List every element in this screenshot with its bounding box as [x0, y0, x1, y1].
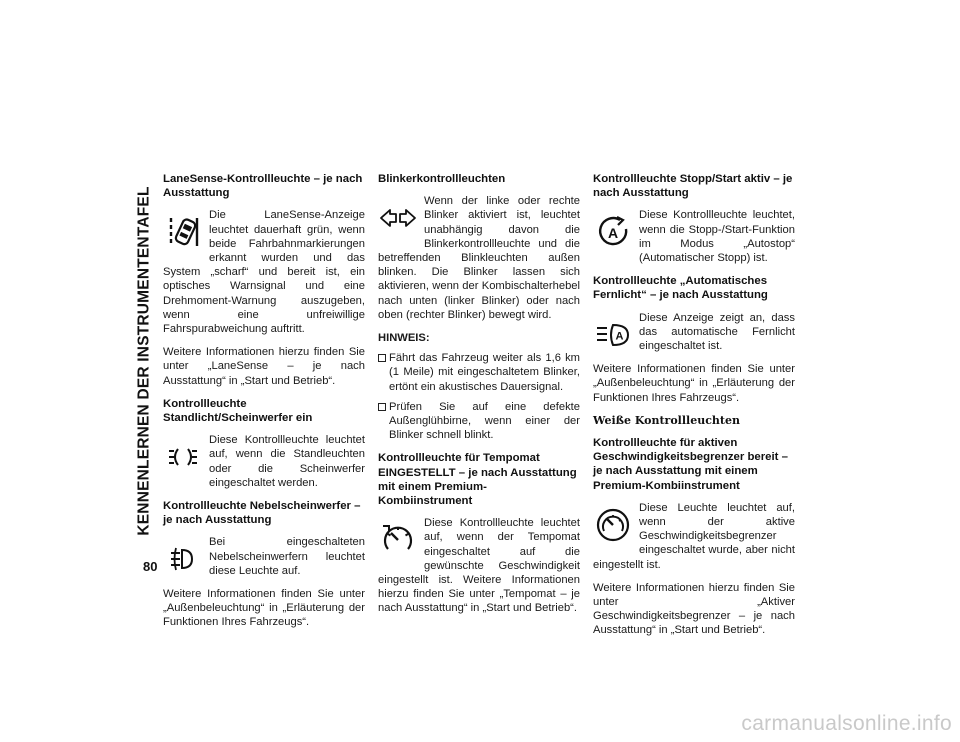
- nebel-text: Bei eingeschalteten Nebelscheinwerfern leuchtet diese Leuchte auf.: [209, 536, 365, 577]
- page-number: 80: [143, 559, 158, 574]
- weisse-kontrollleuchten-heading: Weiße Kontrollleuchten: [593, 413, 740, 427]
- fernlicht-text: Diese Anzeige zeigt an, dass das automatische Fernlicht eingeschaltet ist.: [639, 311, 795, 353]
- lanesense-heading: LaneSense-Kontrollleuchte – je nach Ausstattung: [163, 173, 363, 200]
- lanesense-section: [163, 208, 365, 336]
- nebel-heading: Kontrollleuchte Nebelscheinwerfer – je nach Ausstattung: [163, 500, 361, 527]
- stop-start-icon: [593, 214, 633, 250]
- parking-lights-icon: [163, 439, 203, 475]
- column-1: [163, 172, 365, 639]
- turn-signal-icon: [378, 200, 418, 236]
- hinweis-item-text: Fährt das Fahrzeug weiter als 1,6 km (1 Meile) mit eingeschaltetem Blinker, ertönt ein akustisches Dauersignal.: [389, 352, 580, 393]
- stopstart-text: Diese Kontrollleuchte leuchtet, wenn die Stopp-/Start-Funktion im Modus „Autostop“ (Automatischer Stopp) ist.: [639, 209, 795, 265]
- stopstart-section: [593, 208, 795, 265]
- lanesense-text: Die LaneSense-Anzeige leuchtet dauerhaft grün, wenn beide Fahrbahnmarkierungen erkannt wurden und das System „scharf“ und bereit ist, ein optisches Warnsignal und eine Drehmoment-Warnung auszugeben, wenn eine unfreiwillige Fahrspurabweichung auftritt.: [163, 209, 365, 336]
- fernlicht-heading: Kontrollleuchte „Automatisches Fernlicht“ – je nach Ausstattung: [593, 275, 768, 302]
- blinker-text: Wenn der linke oder rechte Blinker aktiviert ist, leuchtet unabhängig davon die Blinkerkontrollleuchte und die betreffenden Blinkleuchten außen blinken. Die Blinker lassen sich aktivieren, wenn der Kombischalterhebel nach unten (linker Blinker) oder nach oben (rechter Blinker) bewegt wird.: [378, 195, 580, 321]
- cruise-control-icon: [378, 522, 418, 558]
- blinker-heading: Blinkerkontrollleuchten: [378, 173, 506, 185]
- fernlicht-info: Weitere Informationen finden Sie unter „Außenbeleuchtung“ in „Erläuterung der Funktionen Ihres Fahrzeugs“.: [593, 363, 795, 404]
- svg-text:A: A: [607, 225, 619, 242]
- begrenzer-section: [593, 501, 795, 572]
- hinweis-item: [378, 400, 580, 443]
- tempomat-heading: Kontrollleuchte für Tempomat EINGESTELLT – je nach Ausstattung mit einem Premium-Kombiinstrument: [378, 452, 577, 508]
- fernlicht-section: [593, 311, 795, 354]
- standlicht-section: [163, 433, 365, 490]
- lanesense-info: Weitere Informationen hierzu finden Sie unter „LaneSense – je nach Ausstattung“ in „Start und Betrieb“.: [163, 346, 365, 387]
- footer-watermark: carmanualsonline.info: [741, 712, 952, 735]
- fog-light-icon: [163, 541, 203, 577]
- blinker-section: [378, 194, 580, 322]
- column-2: [378, 172, 580, 625]
- begrenzer-info: Weitere Informationen hierzu finden Sie unter „Aktiver Geschwindigkeitsbegrenzer – je nach Ausstattung“ in „Start und Betrieb“.: [593, 581, 795, 637]
- tempomat-text: Diese Kontrollleuchte leuchtet auf, wenn der Tempomat eingeschaltet auf die gewünschte Geschwindigkeit eingestellt ist. Weitere Informationen hierzu finden Sie unter „Tempomat – je nach Ausstattung“ in „Start und Betrieb“.: [378, 517, 580, 615]
- hinweis-label: HINWEIS:: [378, 332, 430, 345]
- stopstart-heading: Kontrollleuchte Stopp/Start aktiv – je nach Ausstattung: [593, 173, 793, 200]
- nebel-info: Weitere Informationen finden Sie unter „Außenbeleuchtung“ in „Erläuterung der Funktionen Ihres Fahrzeugs“.: [163, 588, 365, 629]
- column-3: [593, 172, 795, 647]
- svg-text:A: A: [615, 330, 624, 343]
- lanesense-icon: [163, 214, 203, 250]
- auto-high-beam-icon: [593, 317, 633, 353]
- standlicht-text: Diese Kontrollleuchte leuchtet auf, wenn die Standleuchten oder die Scheinwerfer eingeschaltet werden.: [209, 434, 365, 489]
- side-title: [132, 171, 158, 550]
- standlicht-heading: Kontrollleuchte Standlicht/Scheinwerfer ein: [163, 397, 313, 425]
- side-title-text: KENNENLERNEN DER INSTRUMENTENTAFEL: [136, 185, 153, 536]
- nebel-section: [163, 535, 365, 578]
- hinweis-list: [378, 351, 580, 442]
- begrenzer-heading: Kontrollleuchte für aktiven Geschwindigkeitsbegrenzer bereit – je nach Ausstattung mit einem Premium-Kombiinstrument: [593, 437, 788, 492]
- speed-limiter-icon: [593, 507, 633, 543]
- begrenzer-text: Diese Leuchte leuchtet auf, wenn der aktive Geschwindigkeitsbegrenzer eingeschaltet wurde, aber nicht eingestellt ist.: [593, 501, 795, 571]
- hinweis-item-text: Prüfen Sie auf eine defekte Außenglühbirne, wenn einer der Blinker schnell blinkt.: [389, 400, 580, 442]
- hinweis-item: [378, 351, 580, 394]
- tempomat-section: [378, 516, 580, 615]
